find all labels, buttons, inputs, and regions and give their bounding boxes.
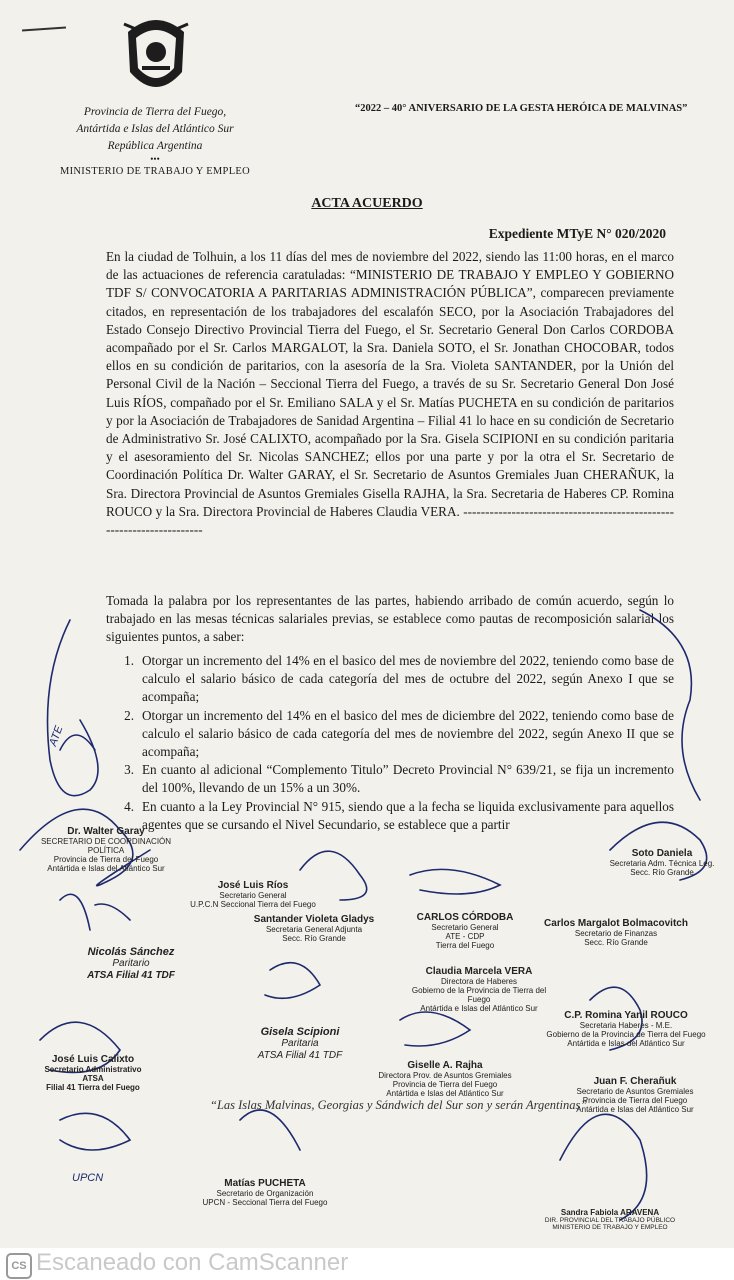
signature-cordoba: CARLOS CÓRDOBA Secretario General ATE - CDP Tierra del Fuego (416, 912, 514, 950)
signature-rouco: C.P. Romina Yanil ROUCO Secretaria Haberes - M.E. Gobierno de la Provincia de Tierra del Fuego Antártida e Islas del Atlántico Sur (546, 1010, 706, 1048)
paragraph-agreement: Tomada la palabra por los representantes de las partes, habiendo arribado de común acuerdo, según lo trabajado en las mesas técnicas salariales previas, se establece como pautas de recomposición salarial los siguientes puntos, a saber: (106, 593, 674, 645)
signature-rajha: Giselle A. Rajha Directora Prov. de Asuntos Gremiales Provincia de Tierra del Fuego Antártida e Islas del Atlántico Sur (378, 1060, 512, 1098)
agreement-items (106, 652, 674, 834)
separator-dots: ••• (150, 154, 160, 164)
list-item: 3. En cuanto al adicional “Complemento Titulo” Decreto Provincial N° 639/21, se fija un incremento del 100%, llevando de un 15% a un 30%. (124, 762, 674, 796)
province-line-3: República Argentina (107, 140, 203, 152)
anniversary-motto: “2022 – 40° ANIVERSARIO DE LA GESTA HERÓICA DE MALVINAS” (355, 103, 688, 114)
signature-scipioni: Gisela Scipioni Paritaria ATSA Filial 41 TDF (257, 1026, 343, 1061)
signature-garay: Dr. Walter Garay SECRETARIO DE COORDINACIÓN POLÍTICA Provincia de Tierra del Fuego Antártida e Islas del Atlántico Sur (40, 826, 172, 873)
upcn-handwritten: UPCN (72, 1172, 104, 1184)
ate-handwritten: ATE (47, 724, 66, 748)
signature-calixto: José Luis Calixto Secretario Administrativo ATSA Filial 41 Tierra del Fuego (44, 1054, 142, 1092)
province-header (40, 104, 270, 180)
list-item: 4. En cuanto a la Ley Provincial N° 915, siendo que a la fecha se liquida exclusivamente para aquellos agentes que se cursando el Nivel Secundario, se establece que a partir (124, 798, 674, 832)
signature-rios: José Luis Ríos Secretario General U.P.C.N Seccional Tierra del Fuego (190, 880, 316, 909)
pen-mark (22, 26, 66, 31)
expediente-number: Expediente MTyE N° 020/2020 (488, 226, 666, 241)
signature-vera: Claudia Marcela VERA Directora de Haberes Gobierno de la Provincia de Tierra del Fuego Antártida e Islas del Atlántico Sur (411, 966, 547, 1013)
list-item: 2. Otorgar un incremento del 14% en el basico del mes de diciembre del 2022, teniendo como base de calculo el salario básico de cada categoría del mes de noviembre del 2022, según Anexo II que se acompaña; (124, 707, 674, 760)
document-title: ACTA ACUERDO (311, 196, 423, 211)
signature-pucheta: Matías PUCHETA Secretario de Organización UPCN - Seccional Tierra del Fuego (202, 1178, 328, 1207)
signature-margalot: Carlos Margalot Bolmacovitch Secretario de Finanzas Secc. Río Grande (544, 918, 688, 947)
camscanner-logo-icon: CS (6, 1253, 32, 1279)
signature-cheranuk: Juan F. Cherañuk Secretario de Asuntos Gremiales Provincia de Tierra del Fuego Antártida e Islas del Atlántico Sur (576, 1076, 694, 1114)
signature-aravena: Sandra Fabiola ARAVENA DIR. PROVINCIAL DEL TRABAJO PÚBLICO MINISTERIO DE TRABAJO Y EMPLEO (544, 1208, 676, 1231)
list-item: 1. Otorgar un incremento del 14% en el basico del mes de noviembre del 2022, teniendo como base de calculo el salario básico de cada categoría del mes de octubre del 2022, según Anexo I que se acompaña; (124, 653, 674, 705)
malvinas-closing: “Las Islas Malvinas, Georgias y Sándwich del Sur son y serán Argentinas” (210, 1098, 588, 1112)
province-crest-icon (120, 12, 192, 100)
camscanner-watermark: Escaneado con CamScanner (36, 1249, 349, 1276)
province-line-1: Provincia de Tierra del Fuego, (83, 106, 227, 118)
paragraph-intro: En la ciudad de Tolhuin, a los 11 días del mes de noviembre del 2022, siendo las 11:00 horas, en el marco de las actuaciones de referencia caratuladas: “MINISTERIO DE TRABAJO Y EMPLEO Y GOBIERNO TDF S/ CONVOCATORIA A PARITARIAS ADMINISTRACIÓN PÚBLICA”, comparecen previamente citados, en representación de los trabajadores del escalafón SECO, por la Asociación Trabajadores del Estado Consejo Directivo Provincial Tierra del Fuego, el Sr. Secretario General Don Carlos CORDOBA acompañado por el Sr. Carlos MARGALOT, la Sra. Daniela SOTO, el Sr. Jonathan CHOCOBAR, todos ellos en su condición de paritarios, con la asesoría de la Sra. Violeta SANTANDER, por la Unión del Personal Civil de la Nación – Seccional Tierra del Fuego, a través de su Sr. Secretario General Don José Luis RÍOS, compañado por el Sr. Emiliano SALA y el Sr. Matías PUCHETA en su condición de paritarios y por la Asociación de Trabajadores de Sanidad Argentina – Filial 41 lo hace en su condición de Secretario de Administrativo Sr. José CALIXTO, acompañado por la Sra. Gisela SCIPIONI en su condición paritaria y el asesoramiento del Sr. Nicolas SANCHEZ; ellos por una parte y por la otra el Sr. Secretario de Coordinación Política Dr. Walter GARAY, el Sr. Secretario de Asuntos Gremiales Juan CHERAÑUK, la Sra. Directora Provincial de Asuntos Gremiales Gisella RAJHA, la Sra. Secretaria de Haberes CP. Romina ROUCO y la Sra. Directora Provincial de Haberes Claudia VERA. ---------------------------------------------------------------------- (106, 249, 674, 538)
ministry-name: MINISTERIO DE TRABAJO Y EMPLEO (59, 166, 251, 177)
signature-soto: Soto Daniela Secretaria Adm. Técnica Leg. Secc. Río Grande (609, 848, 715, 877)
signature-santander: Santander Violeta Gladys Secretaria General Adjunta Secc. Río Grande (253, 914, 375, 943)
province-line-2: Antártida e Islas del Atlántico Sur (76, 123, 234, 135)
signature-sanchez: Nicolás Sánchez Paritario ATSA Filial 41 TDF (87, 946, 175, 981)
